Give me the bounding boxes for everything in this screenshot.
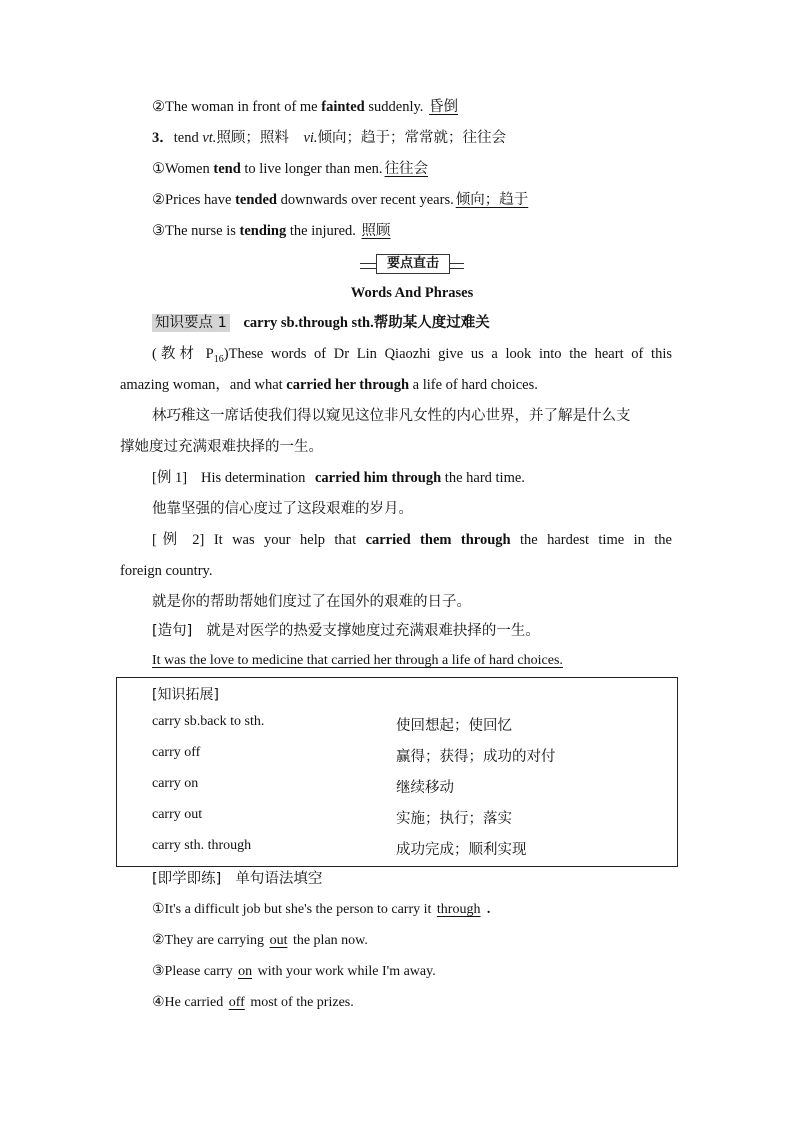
example-2-translation: 就是你的帮助帮她们度过了在国外的艰难的日子。 — [152, 594, 471, 610]
section-title: Words And Phrases — [350, 285, 474, 301]
practice-item: ③Please carry on with your work while I'm away. — [152, 964, 436, 979]
practice-answer: through — [436, 902, 481, 917]
example-2: [例 2] It was your help that carried them through the hardest time in the — [152, 532, 672, 548]
make-sentence: [造句] 就是对医学的热爱支撑她度过充满艰难抉择的一生。 — [152, 623, 540, 639]
example-1: [例 1] His determination carried him through the hard time. — [152, 470, 525, 486]
practice-answer: on — [238, 964, 253, 979]
example-line-fainted: ②The woman in front of me fainted suddenly. 昏倒 — [152, 99, 459, 115]
point-meaning: 帮助某人度过难关 — [373, 315, 490, 331]
knowledge-extension-box — [116, 677, 678, 867]
practice-heading: [即学即练] 单句语法填空 — [152, 871, 323, 887]
point-phrase: carry sb.through sth. — [243, 315, 374, 331]
source-line-1: (教材 $P_{16})These$ words of Dr Lin Qiaozhi give us a look into the heart of this — [152, 346, 672, 365]
practice-item: ④He carried off most of the prizes. — [152, 995, 354, 1010]
knowledge-point — [152, 313, 490, 333]
example-2-line-2: foreign country. — [120, 563, 213, 579]
translation-line-1: 林巧稚这一席话使我们得以窥见这位非凡女性的内心世界，并了解是什么支 — [152, 408, 631, 424]
source-line-2: amazing woman，and what carried her through a life of hard choices. — [120, 377, 538, 393]
practice-answer: off — [228, 995, 245, 1010]
practice-item: ①It's a difficult job but she's the person to carry it through . — [152, 900, 490, 920]
tend-definition: 3．tend vt.照顾；照料 vi.倾向；趋于；常常就；往往会 — [152, 130, 507, 146]
practice-item: ②They are carrying out the plan now. — [152, 933, 368, 948]
tend-example-2: ②Prices have tended downwards over recent years. 倾向；趋于 — [152, 192, 529, 208]
extension-row: carry off 赢得；获得；成功的对付 — [152, 745, 556, 765]
answer-tend-1: 往往会 — [384, 161, 429, 177]
extension-row: carry on 继续移动 — [152, 776, 454, 796]
practice-answer: out — [269, 933, 288, 948]
banner-label: 要点直击 — [376, 254, 450, 274]
translation-line-2: 撑她度过充满艰难抉择的一生。 — [120, 439, 323, 455]
answer-tend-3: 照顾 — [361, 223, 391, 239]
example-1-translation: 他靠坚强的信心度过了这段艰难的岁月。 — [152, 501, 413, 517]
answer-fainted: 昏倒 — [429, 99, 459, 115]
answer-tend-2: 倾向；趋于 — [455, 192, 529, 208]
section-banner — [360, 254, 464, 274]
extension-row: carry sb.back to sth. 使回想起；使回忆 — [152, 714, 512, 734]
extension-title: [知识拓展] — [152, 687, 219, 703]
extension-row: carry out 实施；执行；落实 — [152, 807, 512, 827]
point-badge: 知识要点 1 — [152, 314, 230, 332]
tend-example-1: ①Women tend to live longer than men. 往往会 — [152, 161, 429, 177]
tend-example-3: ③The nurse is tending the injured. 照顾 — [152, 223, 391, 239]
extension-row: carry sth. through 成功完成；顺利实现 — [152, 838, 527, 858]
make-sentence-answer: It was the love to medicine that carried her through a life of hard choices. — [152, 653, 563, 668]
